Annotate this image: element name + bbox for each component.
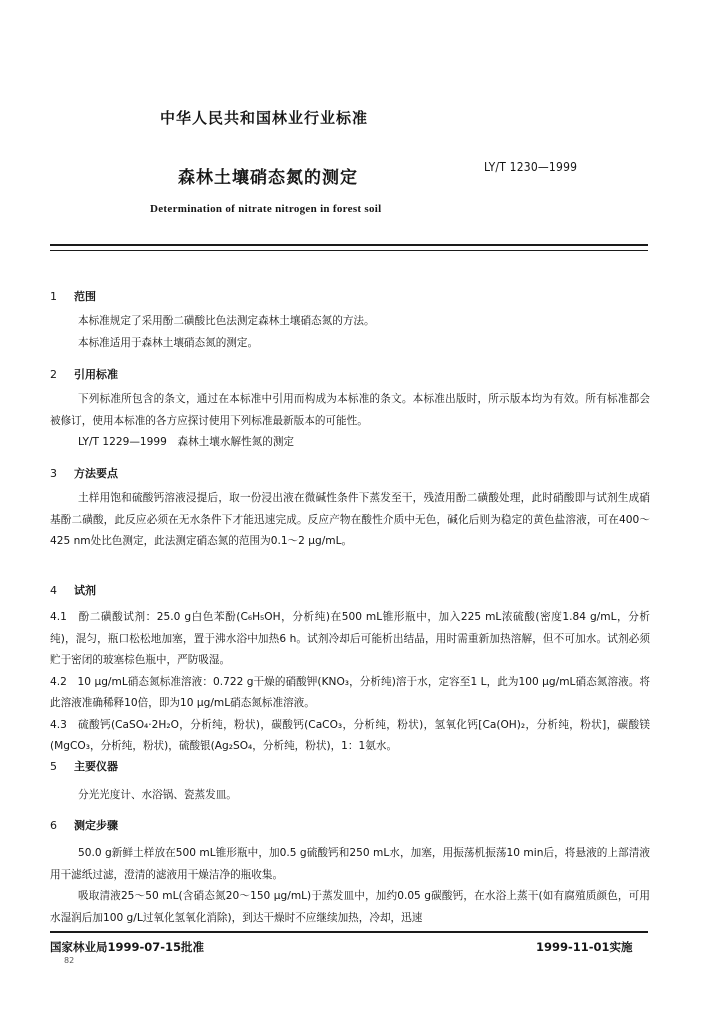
section-title: 主要仪器: [74, 760, 118, 773]
footer-rule: [50, 931, 648, 933]
section-4-body: [50, 607, 650, 758]
section-6-body: [50, 843, 650, 929]
clause-4-3: 4.3 硫酸钙(CaSO₄·2H₂O，分析纯，粉状)，碳酸钙(CaCO₃，分析纯，粉状)，氢氧化钙[Ca(OH)₂，分析纯，粉状]，碳酸镁(MgCO₃，分析纯，粉状)，硫酸银(Ag₂SO₄，分析纯，粉状)，1：1氨水。: [50, 718, 650, 752]
page-number: 82: [64, 956, 75, 965]
implementation-date: 1999-11-01实施: [536, 940, 633, 954]
section-number: 1: [50, 290, 57, 303]
header-rule-thick: [50, 244, 648, 246]
paragraph: 吸取清液25～50 mL(含硝态氮20～150 μg/mL)于蒸发皿中，加约0.05 g碳酸钙，在水浴上蒸干(如有腐殖质颜色，可用水湿润后加100 g/L过氧化氢氧化消除)，到达干燥时不应继续加热，冷却，迅速: [50, 890, 650, 924]
section-number: 3: [50, 467, 57, 480]
issuing-authority: 中华人民共和国林业行业标准: [160, 109, 369, 127]
section-heading-6: [50, 817, 118, 833]
section-3-body: [50, 488, 650, 553]
section-5-body: [50, 785, 650, 807]
section-1-body: [50, 311, 650, 354]
standard-code: LY/T 1230—1999: [484, 160, 578, 174]
section-2-body: [50, 389, 650, 454]
section-heading-1: [50, 288, 96, 304]
section-number: 5: [50, 760, 57, 773]
normative-reference: LY/T 1229—1999 森林土壤水解性氮的测定: [78, 436, 295, 448]
section-heading-2: [50, 366, 118, 382]
header-rule-thin: [50, 250, 648, 251]
approval-date: 国家林业局1999-07-15批准: [50, 940, 205, 954]
document-title: 森林土壤硝态氮的测定: [178, 168, 358, 188]
paragraph: 50.0 g新鲜土样放在500 mL锥形瓶中，加0.5 g硫酸钙和250 mL水，加塞，用振荡机振荡10 min后，将悬液的上部清液用干滤纸过滤，澄清的滤液用干燥洁净的瓶收集。: [50, 847, 650, 881]
paragraph: 本标准规定了采用酚二磺酸比色法测定森林土壤硝态氮的方法。: [78, 315, 375, 327]
section-number: 4: [50, 584, 57, 597]
section-heading-5: [50, 758, 118, 774]
clause-4-2: 4.2 10 μg/mL硝态氮标准溶液：0.722 g干燥的硝酸钾(KNO₃，分析纯)溶于水，定容至1 L，此为100 μg/mL硝态氮溶液。将此溶液准确稀释10倍，即为10 μg/mL硝态氮标准溶液。: [50, 675, 650, 709]
section-number: 6: [50, 819, 57, 832]
paragraph: 土样用饱和硫酸钙溶液浸提后，取一份浸出液在微碱性条件下蒸发至干，残渣用酚二磺酸处理，此时硝酸即与试剂生成硝基酚二磺酸，此反应必须在无水条件下才能迅速完成。反应产物在酸性介质中无色，碱化后则为稳定的黄色盐溶液，可在400～425 nm处比色测定，此法测定硝态氮的范围为0.1～2 μg/mL。: [50, 492, 650, 547]
section-title: 范围: [74, 290, 96, 303]
section-number: 2: [50, 368, 57, 381]
english-title: Determination of nitrate nitrogen in forest soil: [150, 203, 382, 215]
paragraph: 本标准适用于森林土壤硝态氮的测定。: [78, 336, 259, 349]
section-title: 方法要点: [74, 467, 118, 480]
paragraph: 下列标准所包含的条文，通过在本标准中引用而构成为本标准的条文。本标准出版时，所示版本均为有效。所有标准都会被修订，使用本标准的各方应探讨使用下列标准最新版本的可能性。: [50, 393, 650, 427]
clause-4-1: 4.1 酚二磺酸试剂：25.0 g白色苯酚(C₆H₅OH，分析纯)在500 mL锥形瓶中，加入225 mL浓硫酸(密度1.84 g/mL，分析纯)，混匀，瓶口松松地加塞，置于沸水浴中加热6 h。试剂冷却后可能析出结晶，用时需重新加热溶解，但不可加水。试剂必须贮于密闭的玻塞棕色瓶中，严防吸湿。: [50, 611, 650, 666]
section-title: 试剂: [74, 584, 96, 597]
section-heading-4: [50, 582, 96, 598]
section-title: 引用标准: [74, 368, 118, 381]
section-title: 测定步骤: [74, 819, 118, 832]
section-heading-3: [50, 465, 118, 481]
paragraph: 分光光度计、水浴锅、瓷蒸发皿。: [78, 789, 237, 801]
